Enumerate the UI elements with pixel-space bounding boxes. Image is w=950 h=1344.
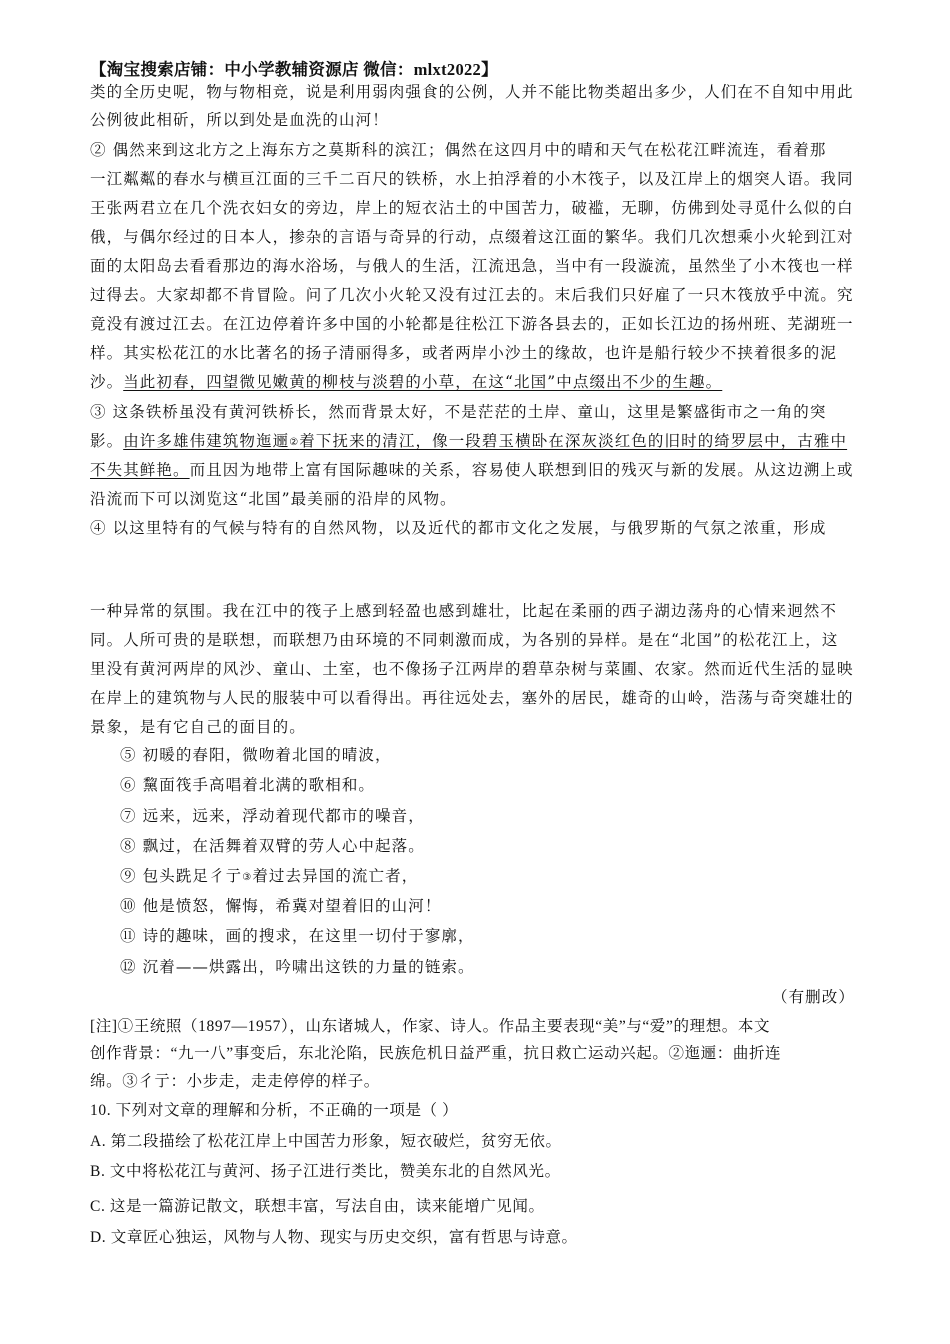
poem-line: ⑧ 飘过，在活舞着双臂的劳人心中起落。 [120,837,425,855]
answer-option-a: A. 第二段描绘了松花江岸上中国苦力形象，短衣破烂，贫穷无依。 [90,1133,562,1150]
passage-line: 俄，与偶尔经过的日本人，掺杂的言语与奇异的行动，点缀着这江面的繁华。我们几次想乘小火轮到江对 [90,228,854,246]
passage-line: 一种异常的氛围。我在江中的筏子上感到轻盈也感到雄壮，比起在柔丽的西子湖边荡舟的心情来迥然不 [90,602,838,620]
passage-line: ③ 这条铁桥虽没有黄河铁桥长，然而背景太好，不是茫茫的土岸、童山，这里是繁盛街市之一角的突 [90,403,827,421]
passage-text: 影。 [90,432,124,450]
passage-line: 竟没有渡过江去。在江边停着许多中国的小轮都是往松江下游各县去的，正如长江边的扬州班、芜湖班一 [90,315,854,333]
poem-line: ⑦ 远来，远来，浮动着现代都市的噪音， [120,807,425,825]
footnote-line: 创作背景：“九一八”事变后，东北沦陷，民族危机日益严重，抗日救亡运动兴起。②迤逦：曲折连 [90,1045,782,1062]
footnote-line: [注]①王统照（1897—1957），山东诸城人，作家、诗人。作品主要表现“美”与“爱”的理想。本文 [90,1018,771,1035]
footnote-line: 绵。③彳亍：小步走，走走停停的样子。 [90,1073,380,1090]
passage-line: 类的全历史呢，物与物相竞，说是利用弱肉强食的公例，人并不能比物类超出多少，人们在不自知中用此 [90,83,854,101]
poem-line: ⑪ 诗的趣味，画的搜求，在这里一切付于寥廓， [120,927,475,945]
poem-line: ⑩ 他是愤怒，懈悔，希冀对望着旧的山河！ [120,897,442,915]
underlined-sentence: 不失其鲜艳。 [90,461,190,479]
passage-line: ④ 以这里特有的气候与特有的自然风物，以及近代的都市文化之发展，与俄罗斯的气氛之浓重，形成 [90,519,827,537]
passage-text: 沙。 [90,373,124,391]
underlined-text: 着下抚来的清江，像一段碧玉横卧在深灰淡红色的旧时的绮罗层中，古雅中 [299,432,848,450]
passage-line: 样。其实松花江的水比著名的扬子清丽得多，或者两岸小沙土的缘故，也许是船行较少不挟着很多的泥 [90,344,838,362]
passage-line [90,372,722,392]
footnote-marker: ③ [242,872,253,883]
passage-line [90,460,854,480]
source-note: （有删改） [771,988,855,1006]
footnote-marker: ② [289,437,300,448]
poem-line: ⑫ 沉着——烘露出，吟啸出这铁的力量的链索。 [120,958,475,976]
underlined-sentence [123,432,847,450]
passage-line: ② 偶然来到这北方之上海东方之莫斯科的滨江；偶然在这四月中的晴和天气在松花江畔流连，看着那 [90,141,827,159]
passage-line [90,431,847,453]
header-banner: 【淘宝搜索店铺：中小学教辅资源店 微信：mlxt2022】 [90,60,498,79]
passage-line: 同。人所可贵的是联想，而联想乃由环境的不同刺激而成，为各别的异样。是在“北国”的松花江上，这 [90,631,839,649]
poem-line [120,866,418,888]
passage-line: 在岸上的建筑物与人民的服装中可以看得出。再往远处去，塞外的居民，雄奇的山岭，浩荡与奇突雄壮的 [90,689,854,707]
passage-line: 里没有黄河两岸的风沙、童山、土室，也不像扬子江两岸的碧草杂树与菜圃、农家。然而近代生活的显映 [90,660,854,678]
answer-option-c: C. 这是一篇游记散文，联想丰富，写法自由，读来能增广见闻。 [90,1198,545,1215]
passage-line: 过得去。大家却都不肯冒险。问了几次小火轮又没有过江去的。末后我们只好雇了一只木筏放乎中流。究 [90,286,854,304]
passage-line: 面的太阳岛去看看那边的海水浴场，与俄人的生活，江流迅急，当中有一段漩流，虽然坐了小木筏也一样 [90,257,854,275]
underlined-text: 由许多雄伟建筑物迤逦 [123,432,290,450]
poem-text: 着过去异国的流亡者， [252,867,419,885]
underlined-sentence: 当此初春，四望微见嫩黄的柳枝与淡碧的小草，在这“北国”中点缀出不少的生趣。 [123,373,723,391]
poem-line: ⑥ 黧面筏手高唱着北满的歌相和。 [120,776,376,794]
passage-line: 王张两君立在几个洗衣妇女的旁边，岸上的短衣沾土的中国苦力，破褴，无聊，仿佛到处寻觅什么似的白 [90,199,854,217]
answer-option-d: D. 文章匠心独运，风物与人物、现实与历史交织，富有哲思与诗意。 [90,1229,578,1246]
poem-line: ⑤ 初暖的春阳，微吻着北国的晴波， [120,746,392,764]
passage-line: 沿流而下可以浏览这“北国”最美丽的沿岸的风物。 [90,490,457,508]
passage-text: 而且因为地带上富有国际趣味的关系，容易使人联想到旧的残灭与新的发展。从这边溯上或 [189,461,854,479]
passage-line: 景象，是有它自己的面目的。 [90,718,306,736]
poem-text: ⑨ 包头跣足彳亍 [120,867,243,885]
question-stem: 10. 下列对文章的理解和分析，不正确的一项是（ ） [90,1102,459,1119]
passage-line: 一江粼粼的春水与横亘江面的三千二百尺的铁桥，水上拍浮着的小木筏子，以及江岸上的烟突人语。我同 [90,170,854,188]
answer-option-b: B. 文中将松花江与黄河、扬子江进行类比，赞美东北的自然风光。 [90,1163,561,1180]
passage-line: 公例彼此相斫，所以到处是血洗的山河！ [90,111,389,129]
